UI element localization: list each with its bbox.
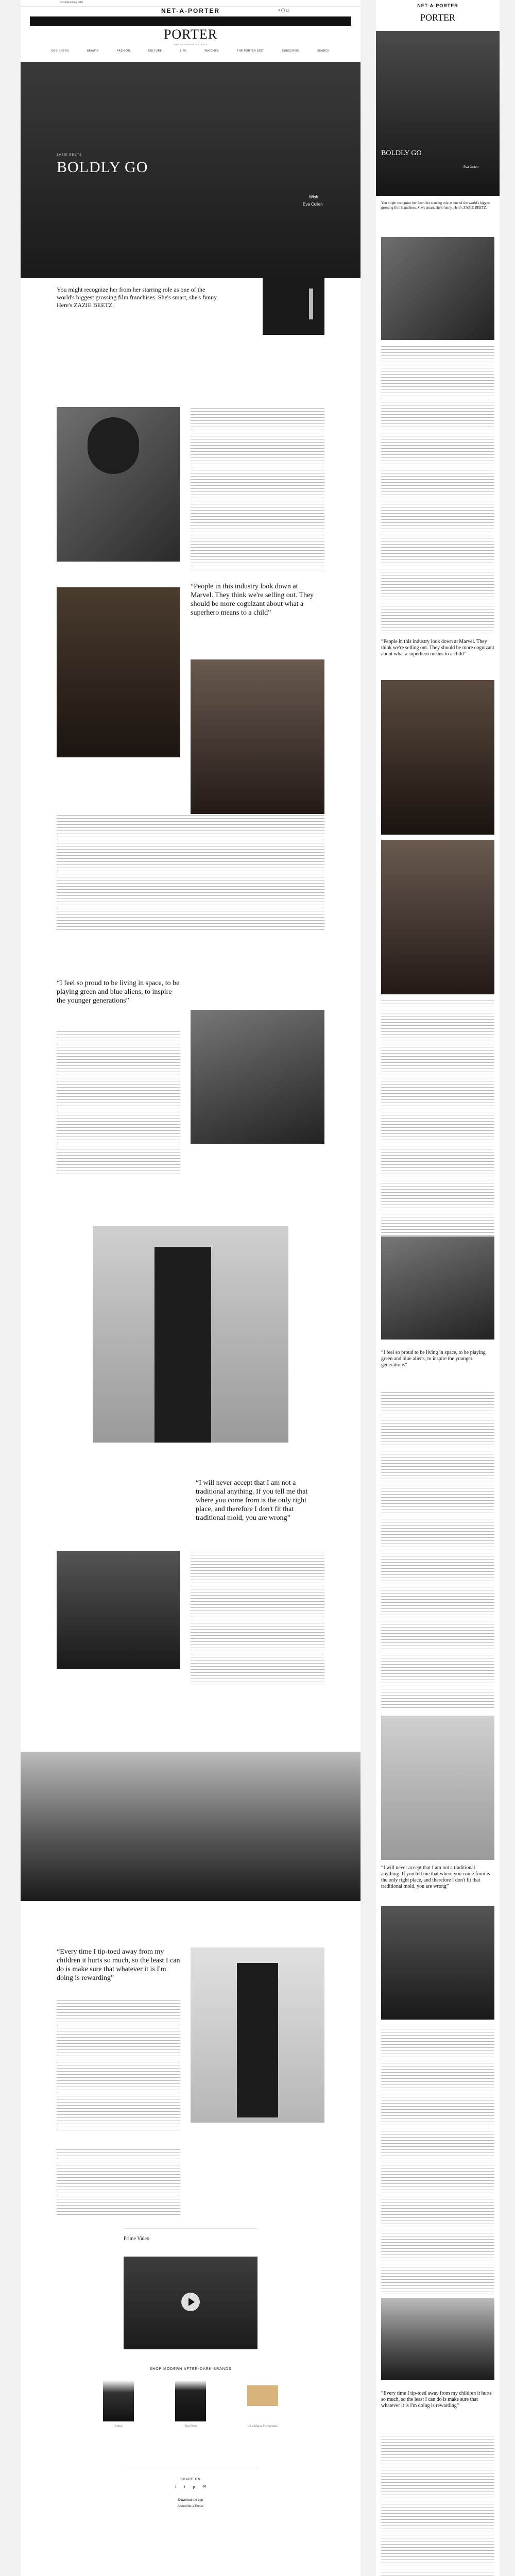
mobile-body-3 [381,1391,494,1710]
mobile-photo-5 [381,1716,494,1860]
product-3-label[interactable]: Lisa Marie Fernandez [247,2425,278,2428]
mobile-hero-image [376,31,500,196]
pinterest-icon[interactable]: p [193,2484,195,2489]
mobile-intro-text: You might recognize her from her starring role as one of the world's biggest grossing film franchises. She's smart, she's funny. Here's ZAZIE BEETZ. [381,201,491,210]
pull-quote-2: “I feel so proud to be living in space, to be playing green and blue aliens, to inspire the younger generations” [57,979,180,1005]
mobile-body-2 [381,999,494,1236]
product-3-image[interactable] [247,2385,278,2406]
magazine-logo[interactable]: PORTER [163,27,218,42]
nav-search[interactable]: SEARCH [317,49,330,53]
product-1-image[interactable] [103,2380,134,2421]
desktop-page [21,0,360,2576]
promo-text[interactable]: Complimentary Gifts [60,1,83,4]
hero-kicker: ZAZIE BEETZ [57,154,82,157]
mobile-body-4 [381,2025,494,2293]
body-text-5 [57,1999,180,2133]
photo-1-frame [88,417,139,474]
mobile-quote-2: “I feel so proud to be living in space, to be playing green and blue aliens, to inspire the younger generations” [381,1350,486,1368]
play-icon[interactable] [181,2293,200,2311]
bag-icon[interactable]: ▢ [286,8,289,12]
shop-title: SHOP MODERN AFTER-DARK BRANDS [149,2367,232,2371]
nav-watches[interactable]: WATCHES [204,49,219,53]
scroll-indicator [309,289,313,319]
promo-bar[interactable] [21,0,360,7]
nav-culture[interactable]: CULTURE [148,49,162,53]
body-text-1 [191,407,324,572]
mobile-magazine-logo[interactable]: PORTER [420,12,455,23]
video-title: Prime Video [124,2236,150,2242]
mobile-wide-photo [381,2298,494,2380]
hero-byline-2: Eva Cullen [303,202,323,207]
primary-nav-bar [30,16,351,26]
mobile-body-1 [381,345,494,634]
nav-beauty[interactable]: BEAUTY [87,49,99,53]
body-text-4 [191,1551,324,1685]
facebook-icon[interactable]: f [175,2484,177,2489]
mobile-photo-2 [381,680,494,835]
intro-side-image [263,278,324,335]
mobile-page [376,0,500,2576]
product-2-image[interactable] [175,2380,206,2421]
body-text-6 [57,2148,180,2215]
mobile-quote-4: “Every time I tip-toed away from my children it hurts so much, so the least I can do is make sure that whatever it is I'm doing is rewarding” [381,2391,492,2409]
share-label: SHARE ON [180,2478,201,2481]
pull-quote-4: “Every time I tip-toed away from my children it hurts so much, so the least I can do is make sure that whatever it is I'm doing is rewarding” [57,1948,180,1982]
product-2-label[interactable]: The Row [184,2425,197,2428]
email-icon[interactable]: ✉ [202,2484,206,2489]
mobile-body-5 [381,2432,494,2576]
mobile-photo-6 [381,1906,494,2020]
intro-text: You might recognize her from her starring role as one of the world's biggest grossing film franchises. She's smart, she's funny. Here's ZAZIE BEETZ. [57,286,218,309]
header-icons [278,8,309,13]
brand-logo[interactable]: NET-A-PORTER [161,7,220,14]
twitter-icon[interactable]: t [184,2484,185,2489]
body-text-3 [57,1030,180,1175]
divider-1 [124,2228,258,2229]
social-icons [175,2484,206,2489]
hero-byline: Wish [309,195,318,199]
mobile-photo-1 [381,237,494,340]
footer-link-app[interactable]: Download the app [178,2499,203,2502]
wide-photo [21,1752,360,1901]
mobile-quote-3: “I will never accept that I am not a traditional anything. If you tell me that where you come from is the only right place, and therefore I don't fit that traditional mold, you are wrong” [381,1865,490,1889]
mobile-hero-byline: Eva Cullen [464,166,479,169]
photo-4 [191,1010,324,1144]
search-icon[interactable]: ⌕ [278,8,280,12]
mobile-brand-logo[interactable]: NET-A-PORTER [417,3,458,8]
mobile-photo-3 [381,840,494,994]
nav-life[interactable]: LIFE [180,49,187,53]
photo-7-figure [237,1963,278,2117]
hero-title: BOLDLY GO [57,159,148,176]
pull-quote-1: “People in this industry look down at Marvel. They think we're selling out. They should be more cognizant about what a superhero means to a child” [191,583,314,617]
section-nav [52,49,330,57]
account-icon[interactable]: ◯ [281,8,285,12]
pull-quote-3: “I will never accept that I am not a traditional anything. If you tell me that where you come from is the only right place, and therefore I don't fit that traditional mold, you are wrong” [196,1479,308,1522]
photo-3 [191,659,324,814]
mobile-hero-title: BOLDLY GO [381,149,422,157]
nav-fashion[interactable]: FASHION [117,49,130,53]
mobile-photo-4 [381,1236,494,1340]
mobile-quote-1: “People in this industry look down at Marvel. They think we're selling out. They should be more cognizant about what a superhero means to a child” [381,639,494,657]
magazine-tagline: THE ALTERNATIVE EDIT [174,43,208,46]
nav-subscribe[interactable]: SUBSCRIBE [282,49,300,53]
photo-2 [57,587,180,757]
body-text-2 [57,814,324,933]
product-1-label[interactable]: Dolce [114,2425,123,2428]
nav-porter-edit[interactable]: THE PORTER EDIT [237,49,264,53]
photo-6 [57,1551,180,1669]
footer-link-about[interactable]: About Net-a-Porter [177,2505,204,2508]
photo-5-figure [154,1247,211,1443]
nav-designers[interactable]: DESIGNERS [52,49,69,53]
